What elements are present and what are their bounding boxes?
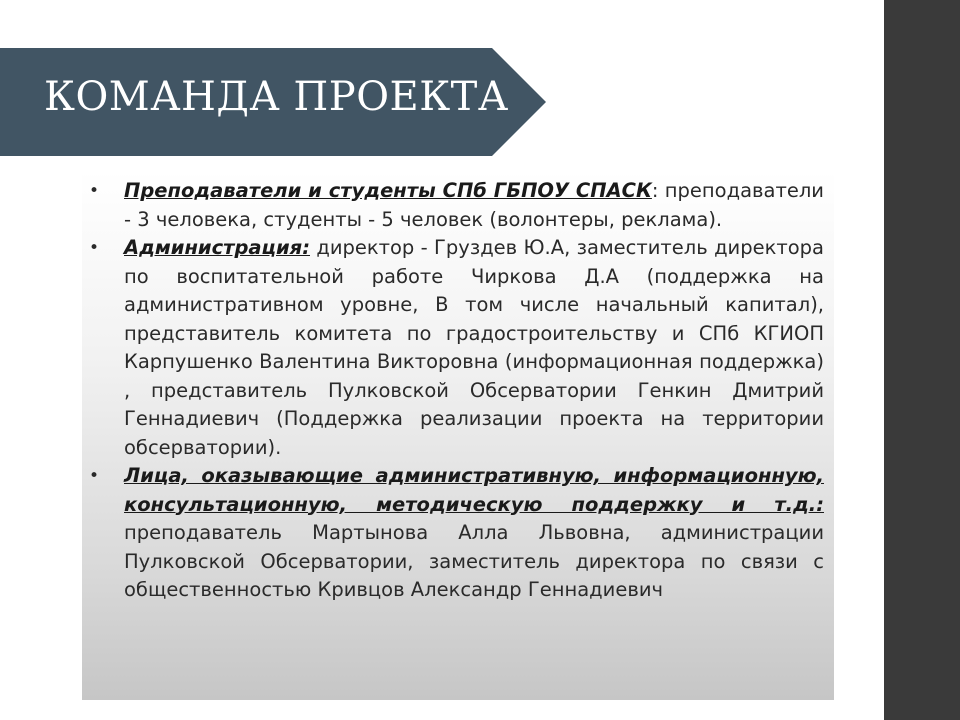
- bullet-item-supporters: [82, 462, 834, 605]
- bullet-dot-icon: •: [89, 466, 100, 486]
- bullet-item-administration: [82, 234, 834, 462]
- side-accent-bar: [884, 0, 960, 720]
- bullet-list: [82, 177, 834, 605]
- bullet-item-teachers-students: [82, 177, 834, 234]
- bullet-dot-icon: •: [89, 181, 100, 201]
- bullet-lead: Преподаватели и студенты СПб ГБПОУ СПАСК: [124, 179, 652, 202]
- bullet-dot-icon: •: [89, 238, 100, 258]
- bullet-text: : преподаватели - 3 человека, студенты - 5 человек (волонтеры, реклама).: [124, 179, 824, 231]
- bullet-lead: Администрация:: [124, 236, 310, 259]
- bullet-text: преподаватель Мартынова Алла Львовна, администрации Пулковской Обсерватории, заместитель директора по связи с общественностью Кривцов Александр Геннадиевич: [124, 521, 824, 601]
- slide-title: КОМАНДА ПРОЕКТА: [44, 74, 509, 120]
- bullet-lead: Лица, оказывающие административную, информационную, консультационную, методическую поддержку и т.д.:: [124, 464, 824, 516]
- bullet-text: директор - Груздев Ю.А, заместитель директора по воспитательной работе Чиркова Д.А (поддержка на административном уровне, В том числе начальный капитал), представитель комитета по градостроительству и СПб КГИОП Карпушенко Валентина Викторовна (информационная поддержка) , представитель Пулковской Обсерватории Генкин Дмитрий Геннадиевич (Поддержка реализации проекта на территории обсерватории).: [124, 236, 824, 459]
